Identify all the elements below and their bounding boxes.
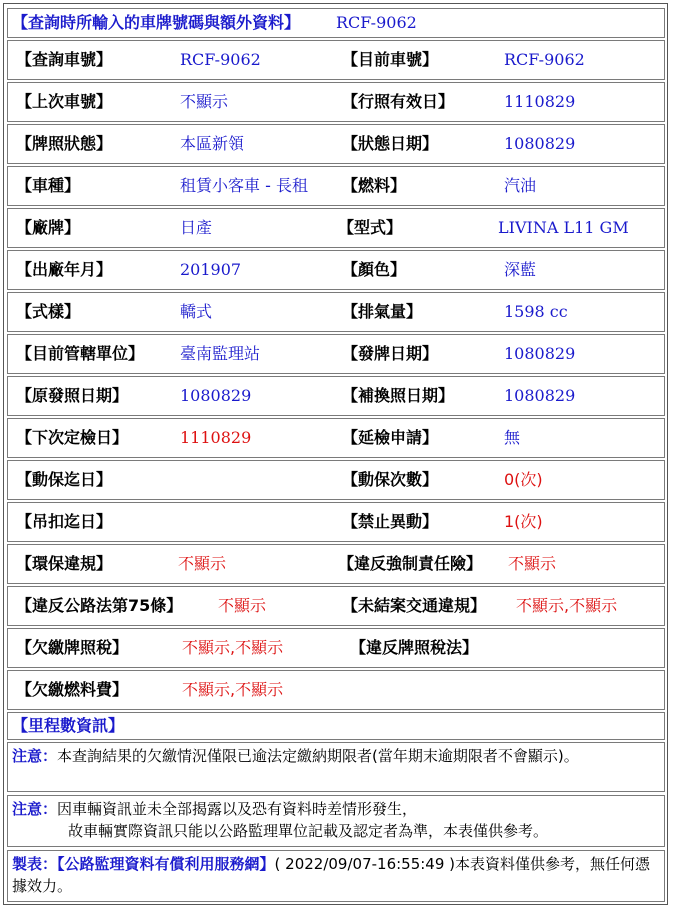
footer-row — [7, 850, 665, 902]
field-value: 1598 cc — [504, 302, 568, 321]
note2 — [12, 798, 660, 842]
field-label: 【下次定檢日】 — [16, 428, 129, 447]
field-value: 1110829 — [504, 92, 576, 111]
field-label: 【出廠年月】 — [16, 260, 113, 279]
data-row — [7, 208, 665, 248]
data-row — [7, 544, 665, 584]
field-value: 201907 — [180, 260, 242, 279]
data-row — [7, 586, 665, 626]
field-label: 【牌照狀態】 — [16, 134, 113, 153]
field-value: 1080829 — [504, 386, 576, 405]
field-label: 【欠繳燃料費】 — [16, 680, 129, 699]
note1-row — [7, 742, 665, 792]
header-title-plate: RCF-9062 — [336, 13, 417, 32]
field-label: 【禁止異動】 — [342, 512, 439, 531]
field-value: 不顯示,不顯示 — [182, 638, 284, 657]
footer — [12, 853, 660, 897]
field-value: 租賃小客車 - 長租 — [180, 176, 308, 195]
field-value: 1080829 — [504, 344, 576, 363]
data-row — [7, 670, 665, 710]
field-label: 【行照有效日】 — [342, 92, 455, 111]
field-value: 0(次) — [504, 470, 543, 489]
data-row — [7, 82, 665, 122]
field-label: 【發牌日期】 — [342, 344, 439, 363]
field-label: 【欠繳牌照稅】 — [16, 638, 129, 657]
data-row — [7, 460, 665, 500]
field-value: 不顯示 — [180, 92, 229, 111]
footer-text: 本表資料僅供參考，無任何憑據效力。 — [12, 855, 651, 895]
field-label: 【違反牌照稅法】 — [350, 638, 479, 657]
mileage-row — [7, 712, 665, 740]
footer-timestamp: ( 2022/09/07-16:55:49 ) — [274, 855, 456, 873]
data-row — [7, 418, 665, 458]
data-row — [7, 502, 665, 542]
note2-row — [7, 795, 665, 847]
field-label: 【環保違規】 — [16, 554, 113, 573]
field-label: 【補換照日期】 — [342, 386, 455, 405]
field-label: 【車種】 — [16, 176, 81, 195]
data-row — [7, 124, 665, 164]
field-value: 1080829 — [504, 134, 576, 153]
field-label: 【查詢車號】 — [16, 50, 113, 69]
header-title-label: 【查詢時所輸入的車牌號碼與額外資料】 — [12, 13, 301, 32]
field-value: 不顯示 — [178, 554, 227, 573]
field-value: 轎式 — [180, 302, 213, 321]
field-label: 【狀態日期】 — [342, 134, 439, 153]
field-label: 【違反強制責任險】 — [338, 554, 483, 573]
field-label: 【原發照日期】 — [16, 386, 129, 405]
data-row — [7, 376, 665, 416]
field-value: RCF-9062 — [504, 50, 585, 69]
field-label: 【吊扣迄日】 — [16, 512, 113, 531]
field-label: 【目前管轄單位】 — [16, 344, 145, 363]
field-label: 【式樣】 — [16, 302, 81, 321]
data-row — [7, 628, 665, 668]
note1 — [12, 745, 660, 767]
note1-lead: 注意： — [12, 747, 58, 765]
field-value: 1110829 — [180, 428, 252, 447]
footer-lead: 製表： — [12, 855, 58, 873]
field-label: 【違反公路法第75條】 — [16, 596, 183, 615]
field-value: LIVINA L11 GM — [498, 218, 629, 237]
note1-text: 本查詢結果的欠繳情況僅限已逾法定繳納期限者(當年期末逾期限者不會顯示)。 — [57, 747, 579, 765]
header-row — [7, 8, 665, 38]
footer-source[interactable]: 【公路監理資料有償利用服務網】 — [57, 855, 275, 873]
mileage-label: 【里程數資訊】 — [12, 716, 125, 735]
field-value: 無 — [504, 428, 521, 447]
field-value: 臺南監理站 — [180, 344, 261, 363]
field-value: 不顯示,不顯示 — [516, 596, 618, 615]
field-value: 深藍 — [504, 260, 537, 279]
note2-line2: 故車輛實際資訊只能以公路監理單位記載及認定者為準，本表僅供參考。 — [68, 822, 549, 840]
field-label: 【目前車號】 — [342, 50, 439, 69]
field-label: 【上次車號】 — [16, 92, 113, 111]
data-row — [7, 250, 665, 290]
field-value: 本區新領 — [180, 134, 245, 153]
field-label: 【燃料】 — [342, 176, 407, 195]
data-row — [7, 334, 665, 374]
field-label: 【延檢申請】 — [342, 428, 439, 447]
field-value: 汽油 — [504, 176, 537, 195]
field-label: 【排氣量】 — [342, 302, 423, 321]
field-label: 【顏色】 — [342, 260, 407, 279]
field-label: 【動保迄日】 — [16, 470, 113, 489]
field-value: 1(次) — [504, 512, 543, 531]
field-label: 【動保次數】 — [342, 470, 439, 489]
field-label: 【未結案交通違規】 — [342, 596, 487, 615]
field-value: 不顯示,不顯示 — [182, 680, 284, 699]
field-value: 日產 — [180, 218, 213, 237]
field-label: 【廠牌】 — [16, 218, 81, 237]
field-value: 不顯示 — [508, 554, 557, 573]
field-label: 【型式】 — [338, 218, 403, 237]
data-row — [7, 40, 665, 80]
data-row — [7, 166, 665, 206]
field-value: RCF-9062 — [180, 50, 261, 69]
field-value: 1080829 — [180, 386, 252, 405]
note2-lead: 注意： — [12, 800, 58, 818]
note2-line1: 因車輛資訊並未全部揭露以及恐有資料時差情形發生， — [57, 800, 418, 818]
field-value: 不顯示 — [218, 596, 267, 615]
data-row — [7, 292, 665, 332]
